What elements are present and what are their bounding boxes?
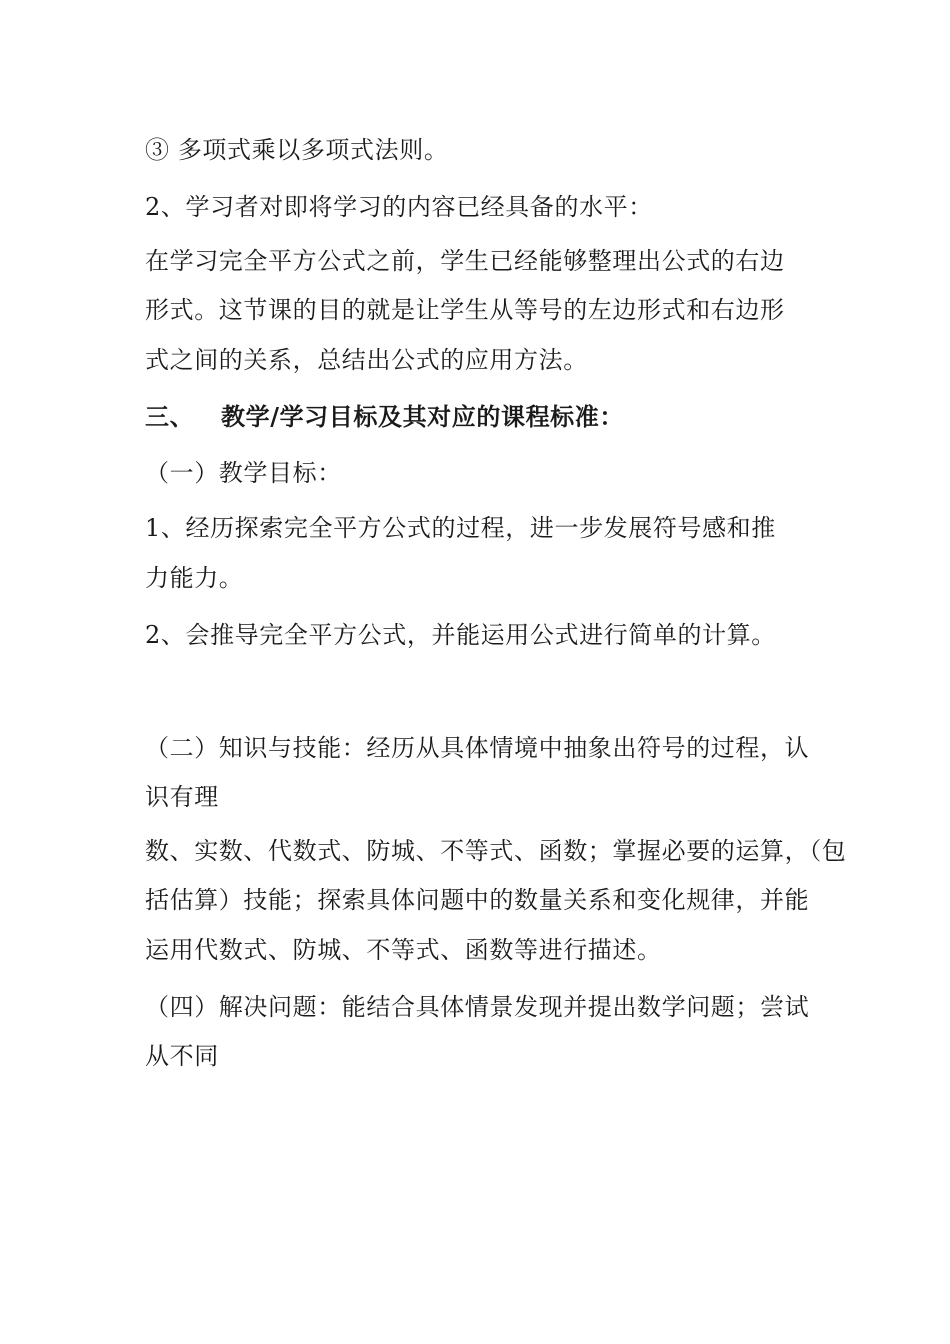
- text-line: 式之间的关系，总结出公式的应用方法。: [145, 346, 588, 374]
- subheading: （一）教学目标：: [145, 459, 342, 487]
- text-line: 2、会推导完全平方公式，并能运用公式进行简单的计算。: [145, 621, 776, 649]
- text-line: 在学习完全平方公式之前，学生已经能够整理出公式的右边: [145, 247, 785, 275]
- section-title: 教学/学习目标及其对应的课程标准：: [221, 402, 624, 431]
- text-line: （四）解决问题：能结合具体情景发现并提出数学问题；尝试: [145, 993, 810, 1021]
- text-line: 数、实数、代数式、防城、不等式、函数；掌握必要的运算，（包: [145, 837, 847, 865]
- text-line: 从不同: [145, 1042, 219, 1070]
- text-line: （二）知识与技能：经历从具体情境中抽象出符号的过程，认: [145, 734, 810, 762]
- text-line: 形式。这节课的目的就是让学生从等号的左边形式和右边形: [145, 296, 785, 324]
- text-line: 运用代数式、防城、不等式、函数等进行描述。: [145, 936, 662, 964]
- text-line: 括估算）技能；探索具体问题中的数量关系和变化规律，并能: [145, 886, 810, 914]
- section-number: 三、: [145, 402, 195, 431]
- text-line: ③ 多项式乘以多项式法则。: [145, 136, 449, 164]
- section-heading: [145, 402, 815, 432]
- text-line: 识有理: [145, 783, 219, 811]
- text-line: 1、经历探索完全平方公式的过程，进一步发展符号感和推: [145, 514, 776, 542]
- text-line: 力能力。: [145, 564, 244, 592]
- text-line: 2、学习者对即将学习的内容已经具备的水平：: [145, 193, 653, 221]
